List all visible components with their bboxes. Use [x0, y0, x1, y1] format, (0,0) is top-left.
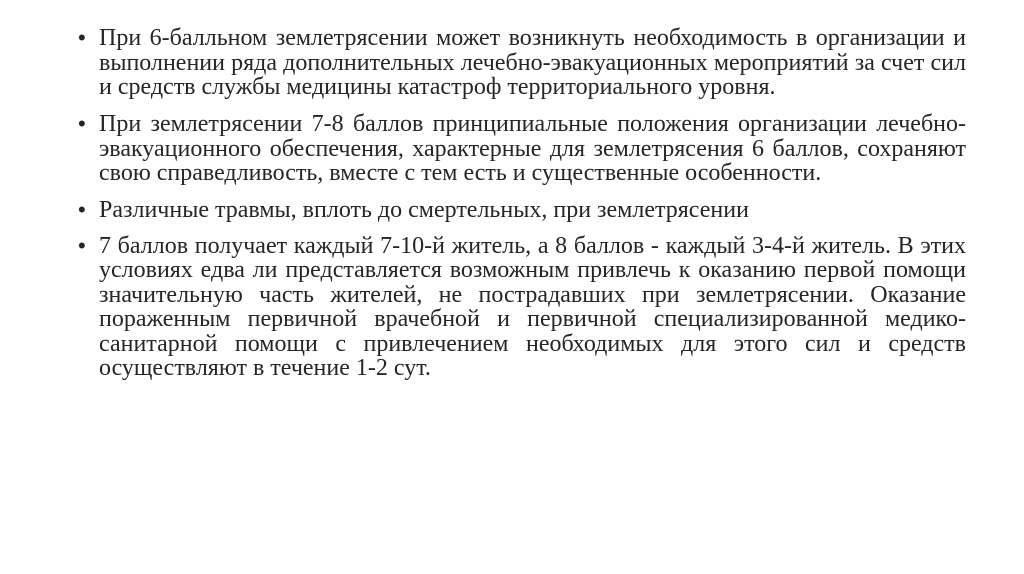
- bullet-list: [78, 26, 966, 393]
- bullet-item: • При 6-балльном землетрясении может возникнуть необходимость в организации и выполнении ряда дополнительных лечебно-эвакуационных мероприятий за счет сил и средств службы медицины катастроф территориального уровня.: [78, 26, 966, 100]
- bullet-item: • Различные травмы, вплоть до смертельных, при землетрясении: [78, 198, 966, 223]
- bullet-item: • При землетрясении 7-8 баллов принципиальные положения организации лечебно-эвакуационного обеспечения, характерные для землетрясения 6 баллов, сохраняют свою справедливость, вместе с тем есть и существенные особенности.: [78, 112, 966, 186]
- bullet-item: • 7 баллов получает каждый 7-10-й житель, а 8 баллов - каждый 3-4-й житель. В этих условиях едва ли представляется возможным привлечь к оказанию первой помощи значительную часть жителей, не пострадавших при землетрясении. Оказание пораженным первичной врачебной и первичной специализированной медико-санитарной помощи с привлечением необходимых для этого сил и средств осуществляют в течение 1-2 сут.: [78, 234, 966, 381]
